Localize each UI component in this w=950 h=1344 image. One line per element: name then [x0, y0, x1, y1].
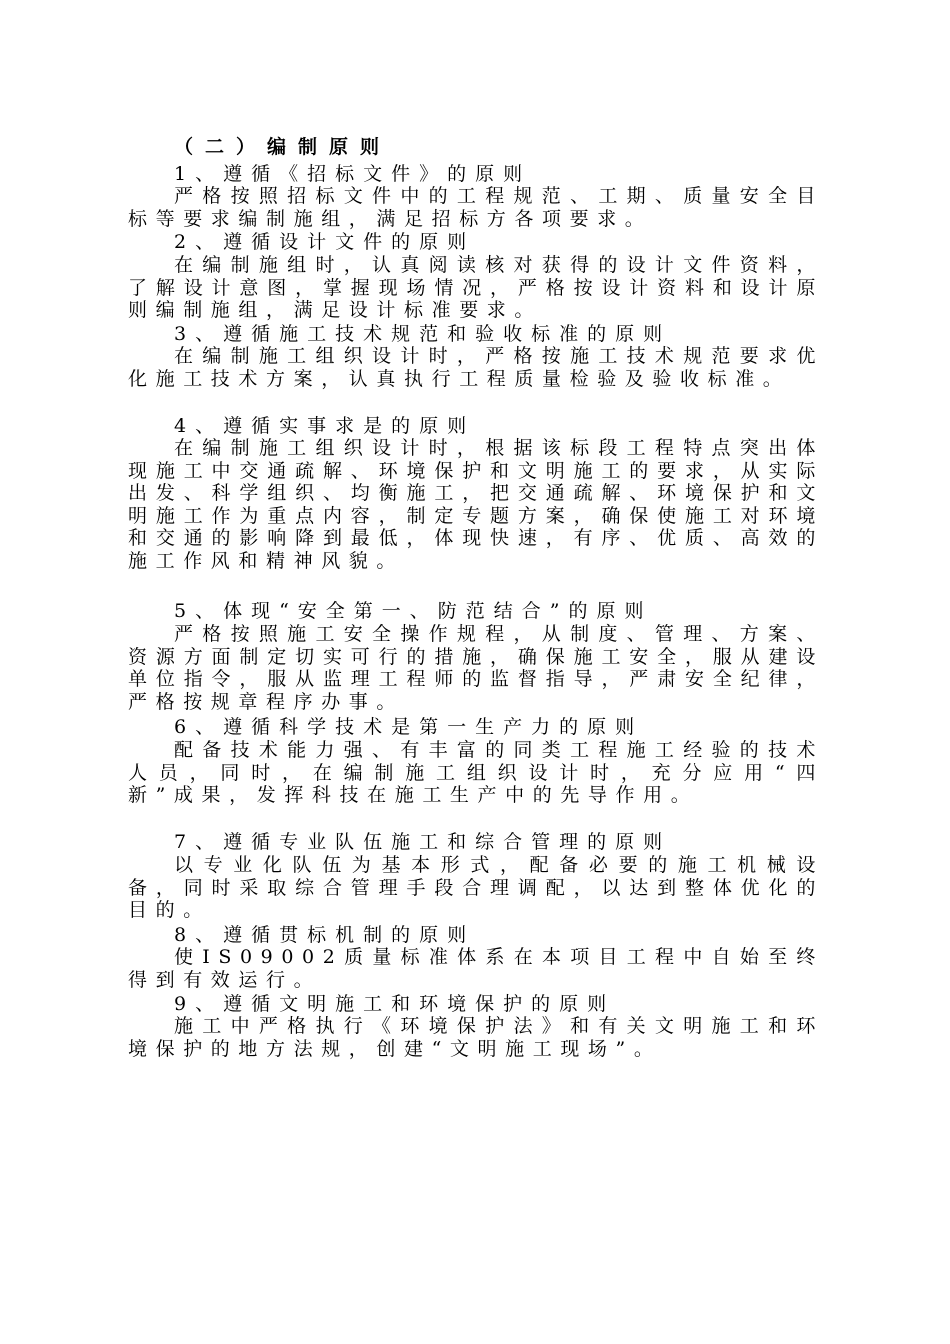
principle-4-heading: 4、遵循实事求是的原则: [174, 415, 476, 437]
principle-4-body-block: [128, 437, 824, 573]
principle-2-body-block: [128, 254, 824, 322]
principle-3-body: 在编制施工组织设计时，严格按施工技术规范要求优化施工技术方案，认真执行工程质量检验及验收标准。: [128, 345, 824, 390]
principle-6-heading: 6、遵循科学技术是第一生产力的原则: [174, 716, 644, 738]
principle-1-body: 严格按照招标文件中的工程规范、工期、质量安全目标等要求编制施组，满足招标方各项要求。: [128, 185, 824, 230]
principle-9-body-block: [128, 1015, 824, 1060]
principle-3-body-block: [128, 345, 824, 390]
principle-9-heading: 9、遵循文明施工和环境保护的原则: [174, 993, 616, 1015]
section-title: （二）编制原则: [174, 136, 392, 158]
principle-4-body: 在编制施工组织设计时，根据该标段工程特点突出体现施工中交通疏解、环境保护和文明施工的要求，从实际出发、科学组织、均衡施工，把交通疏解、环境保护和文明施工作为重点内容，制定专题方案，确保使施工对环境和交通的影响降到最低，体现快速，有序、优质、高效的施工作风和精神风貌。: [128, 437, 824, 572]
principle-5-body-block: [128, 623, 824, 713]
principle-7-body: 以专业化队伍为基本形式，配备必要的施工机械设备，同时采取综合管理手段合理调配，以达到整体优化的目的。: [128, 854, 824, 922]
principle-8-body-block: [128, 946, 824, 991]
principle-9-body: 施工中严格执行《环境保护法》和有关文明施工和环境保护的地方法规，创建“文明施工现场”。: [128, 1015, 824, 1060]
principle-7-heading: 7、遵循专业队伍施工和综合管理的原则: [174, 831, 672, 853]
principle-5-body: 严格按照施工安全操作规程，从制度、管理、方案、资源方面制定切实可行的措施，确保施工安全，服从建设单位指令，服从监理工程师的监督指导，严肃安全纪律，严格按规章程序办事。: [128, 623, 824, 713]
principle-6-body: 配备技术能力强、有丰富的同类工程施工经验的技术人员，同时，在编制施工组织设计时，充分应用“四新”成果，发挥科技在施工生产中的先导作用。: [128, 739, 824, 807]
principle-1-body-block: [128, 185, 824, 230]
principle-5-heading: 5、体现“安全第一、防范结合”的原则: [174, 600, 653, 622]
principle-2-body: 在编制施组时，认真阅读核对获得的设计文件资料，了解设计意图，掌握现场情况，严格按设计资料和设计原则编制施组，满足设计标准要求。: [128, 254, 824, 322]
principle-7-body-block: [128, 854, 824, 922]
principle-8-heading: 8、遵循贯标机制的原则: [174, 924, 476, 946]
principle-2-heading: 2、遵循设计文件的原则: [174, 231, 476, 253]
principle-8-body: 使IS09002质量标准体系在本项目工程中自始至终得到有效运行。: [128, 946, 824, 991]
principle-3-heading: 3、遵循施工技术规范和验收标准的原则: [174, 323, 672, 345]
principle-1-heading: 1、遵循《招标文件》的原则: [174, 163, 532, 185]
principle-6-body-block: [128, 739, 824, 807]
